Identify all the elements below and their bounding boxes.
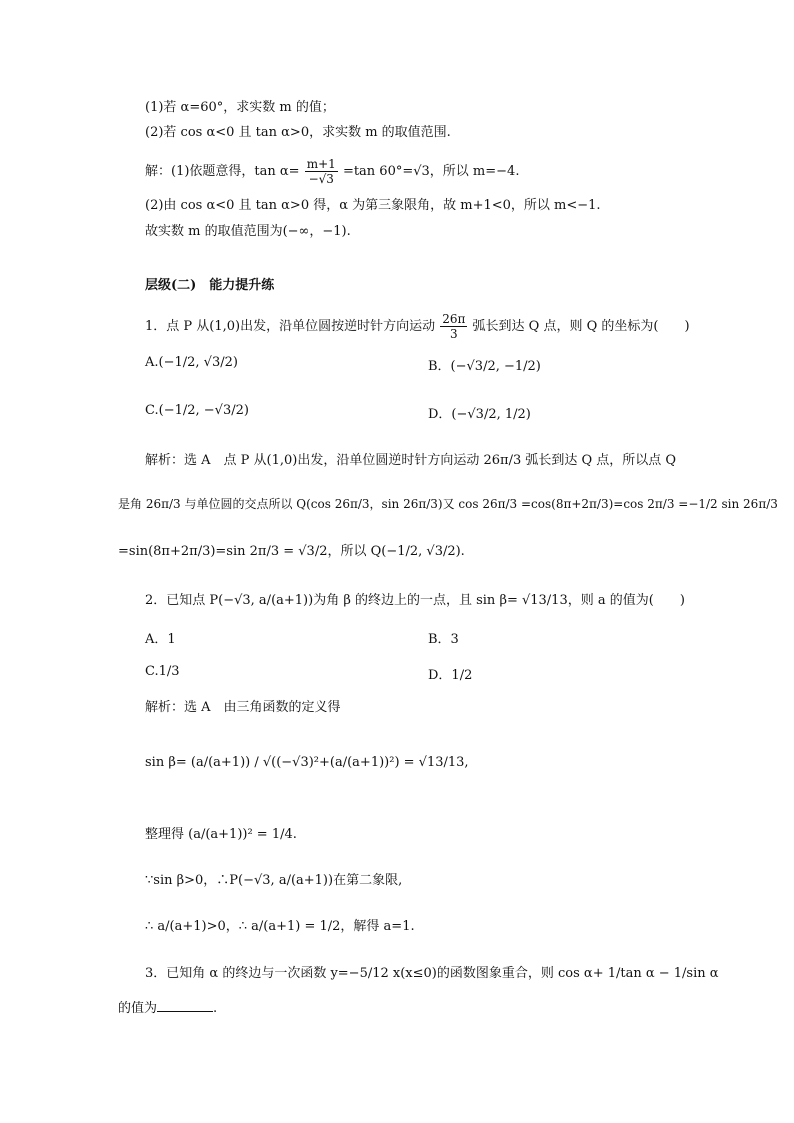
answer-2-line-5: ∴ a/(a+1)>0，∴ a/(a+1) = 1/2，解得 a=1.: [145, 919, 415, 934]
answer-1-line-1: 解析：选 A 点 P 从(1,0)出发，沿单位圆逆时针方向运动 26π/3 弧长到达 Q 点，所以点 Q: [145, 453, 677, 468]
question-2: 2．已知点 P(−√3, a/(a+1))为角 β 的终边上的一点，且 sin β= √13/13，则 a 的值为( ): [145, 593, 685, 608]
q2-option-c: C.1/3: [145, 664, 180, 679]
answer-1-line-2: 是角 26π/3 与单位圆的交点所以 Q(cos 26π/3，sin 26π/3)又 cos 26π/3 =cos(8π+2π/3)=cos 2π/3 =−1/2 sin 26π/3: [118, 497, 778, 511]
answer-blank: [157, 999, 213, 1012]
solution-1-fraction: [305, 157, 338, 186]
question-1: [145, 312, 690, 341]
solution-1: [145, 157, 519, 186]
q1-option-b: B．(−√3/2, −1/2): [428, 359, 541, 374]
solution-2: (2)由 cos α<0 且 tan α>0 得，α 为第三象限角，故 m+1<0，所以 m<−1.: [145, 198, 601, 213]
question-1-suffix: 弧长到达 Q 点，则 Q 的坐标为( ): [472, 319, 690, 334]
fraction-numerator: 26π: [442, 312, 466, 326]
fraction-denominator: 3: [450, 327, 458, 341]
part-2-question: (2)若 cos α<0 且 tan α>0，求实数 m 的取值范围.: [145, 125, 451, 140]
fraction-denominator: −√3: [308, 172, 334, 186]
solution-1-suffix: =tan 60°=√3，所以 m=−4.: [342, 164, 520, 179]
q2-option-b: B．3: [428, 632, 459, 647]
answer-2-line-2: sin β= (a/(a+1)) / √((−√3)²+(a/(a+1))²) = √13/13,: [145, 755, 469, 770]
q1-option-c: C.(−1/2, −√3/2): [145, 403, 249, 418]
answer-2-line-3: 整理得 (a/(a+1))² = 1/4.: [145, 827, 297, 842]
question-3-label: 的值为: [118, 1001, 158, 1016]
fraction-numerator: m+1: [306, 157, 336, 171]
question-1-fraction: [440, 312, 467, 341]
solution-1-prefix: 解：(1)依题意得，tan α=: [145, 164, 300, 179]
q1-option-d: D．(−√3/2, 1/2): [428, 407, 531, 422]
solution-range: 故实数 m 的取值范围为(−∞，−1).: [145, 224, 351, 239]
q2-option-d: D．1/2: [428, 668, 473, 683]
answer-2-line-4: ∵sin β>0，∴P(−√3, a/(a+1))在第二象限,: [145, 873, 403, 888]
q1-option-a: A.(−1/2, √3/2): [145, 355, 238, 370]
question-3-line-1: 3．已知角 α 的终边与一次函数 y=−5/12 x(x≤0)的函数图象重合，则 cos α+ 1/tan α − 1/sin α: [145, 966, 719, 981]
question-3-line-2: 的值为 .: [118, 1001, 218, 1016]
part-1-question: (1)若 α=60°，求实数 m 的值；: [145, 100, 335, 115]
q2-option-a: A．1: [145, 632, 176, 647]
answer-2-line-1: 解析：选 A 由三角函数的定义得: [145, 700, 341, 715]
section-heading: 层级(二) 能力提升练: [145, 278, 275, 293]
question-1-prefix: 1．点 P 从(1,0)出发，沿单位圆按逆时针方向运动: [145, 319, 436, 334]
answer-1-line-3: =sin(8π+2π/3)=sin 2π/3 = √3/2，所以 Q(−1/2, √3/2).: [118, 544, 465, 559]
